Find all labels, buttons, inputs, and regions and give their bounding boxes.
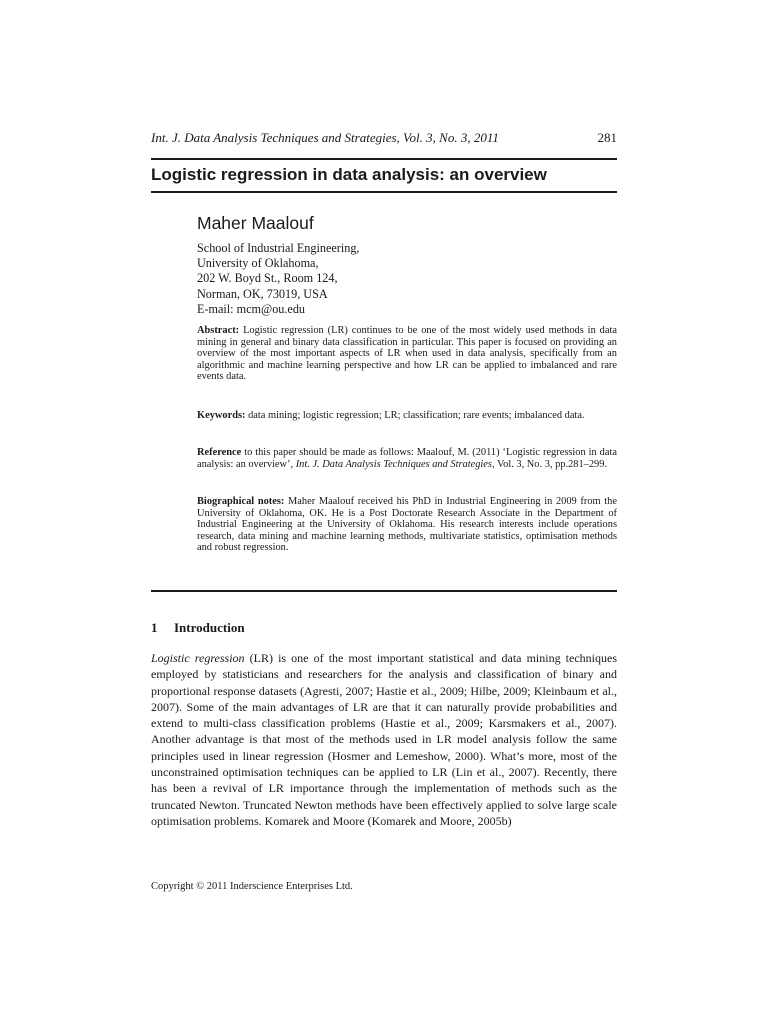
abstract — [197, 325, 617, 383]
abstract-label: Abstract: — [197, 325, 240, 336]
reference — [197, 447, 617, 470]
author-email: E-mail: mcm@ou.edu — [197, 301, 306, 316]
running-head — [151, 130, 617, 146]
author-affiliation — [197, 241, 617, 317]
affiliation-line: Norman, OK, 73019, USA — [197, 286, 328, 301]
title-bottom-rule — [151, 191, 617, 193]
journal-citation: Int. J. Data Analysis Techniques and Strategies, Vol. 3, No. 3, 2011 — [151, 130, 499, 145]
section-title: Introduction — [174, 620, 245, 635]
reference-text: to this paper should be made as follows: Maalouf, M. (2011) ‘Logistic regression in data analysis: an overview’, — [197, 447, 617, 470]
section-number: 1 — [151, 620, 158, 635]
intro-text: (LR) is one of the most important statistical and data mining techniques employed by statisticians and researchers for the analysis and classification of binary and proportional response datasets (Agresti, 2007; Hastie et al., 2009; Hilbe, 2009; Kleinbaum et al., 2007). Some of the main advantages of LR are that it can naturally provide probabilities and extend to multi-class classification problems (Hastie et al., 2009; Karsmakers et al., 2007). Another advantage is that most of the methods used in LR model analysis follow the same principles used in linear regression (Hosmer and Lemeshow, 2000). What’s more, most of the unconstrained optimisation techniques can be applied to LR (Lin et al., 2007). Recently, there has been a revival of LR importance through the implementation of methods such as the truncated Newton. Truncated Newton methods have been effectively applied to solve large scale optimisation problems. Komarek and Moore (Komarek and Moore, 2005b) — [151, 651, 618, 828]
journal-page — [151, 0, 617, 1024]
reference-details: , Vol. 3, No. 3, pp.281–299. — [491, 458, 608, 470]
author-name: Maher Maalouf — [197, 213, 314, 233]
front-matter-rule — [151, 590, 617, 592]
keywords-label: Keywords: — [197, 410, 246, 421]
intro-lead: Logistic regression — [151, 651, 245, 665]
abstract-text: Logistic regression (LR) continues to be one of the most widely used methods in data mining in general and binary data classification in particular. This paper is focused on providing an overview of the most important aspects of LR when used in data analysis, specifically from an algorithmic and machine learning perspective and how LR can be applied to imbalanced and rare events data. — [197, 325, 617, 383]
keywords-text: data mining; logistic regression; LR; classification; rare events; imbalanced data. — [248, 410, 585, 421]
title-top-rule — [151, 158, 617, 160]
page-number: 281 — [597, 130, 617, 145]
copyright-notice: Copyright © 2011 Inderscience Enterprises Ltd. — [151, 881, 353, 892]
reference-label: Reference — [197, 447, 242, 458]
reference-journal: Int. J. Data Analysis Techniques and Strategies — [295, 458, 492, 470]
affiliation-line: University of Oklahoma, — [197, 256, 319, 271]
paper-title: Logistic regression in data analysis: an overview — [151, 165, 547, 184]
introduction-paragraph — [151, 650, 617, 829]
keywords — [197, 410, 617, 422]
affiliation-line: 202 W. Boyd St., Room 124, — [197, 271, 338, 286]
bio-text: Maher Maalouf received his PhD in Industrial Engineering in 2009 from the University of Oklahoma, OK. He is a Post Doctorate Research Associate in the Department of Industrial Engineering at the University of Oklahoma. His research interests include operations research, data mining and machine learning methods, multivariate statistics, optimisation methods and robust regression. — [197, 496, 617, 554]
bio-label: Biographical notes: — [197, 496, 285, 507]
section-heading — [151, 620, 617, 636]
affiliation-line: School of Industrial Engineering, — [197, 241, 360, 255]
biographical-notes — [197, 496, 617, 554]
